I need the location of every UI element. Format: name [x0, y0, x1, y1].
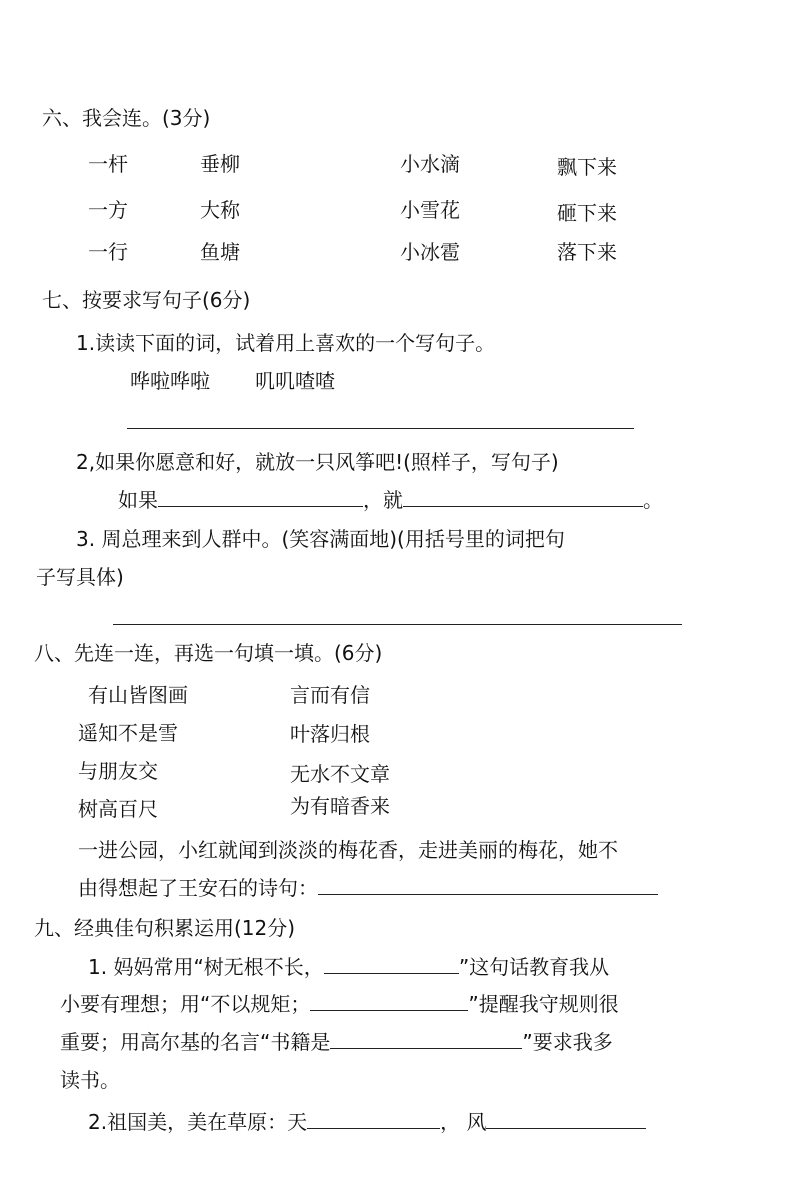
question-text [60, 992, 619, 1016]
question-part: 小要有理想；用“不以规矩； [60, 992, 311, 1016]
answer-blank[interactable] [324, 955, 459, 974]
match-item: 垂柳 [200, 152, 240, 176]
poem-line: 无水不文章 [290, 762, 390, 786]
question-part: ”这句话教育我从 [458, 955, 610, 979]
question-part: 2.祖国美，美在草原：天 [88, 1110, 308, 1134]
poem-line: 言而有信 [290, 683, 370, 707]
match-item: 砸下来 [557, 201, 617, 225]
question-text: 2,如果你愿意和好，就放一只风筝吧!(照样子，写句子) [76, 450, 559, 474]
answer-line[interactable] [127, 428, 634, 429]
answer-blank[interactable] [307, 1110, 440, 1129]
poem-line: 树高百尺 [78, 797, 158, 821]
question-text [60, 1030, 613, 1054]
question-part: ， 风 [440, 1110, 487, 1134]
question-text [88, 1110, 646, 1134]
answer-blank[interactable] [330, 1030, 522, 1049]
pattern-prefix: 如果 [118, 488, 158, 512]
question-text [88, 955, 609, 979]
paragraph-text [78, 876, 658, 900]
answer-line[interactable] [113, 624, 682, 625]
match-item: 一杆 [88, 152, 128, 176]
paragraph-text-end: 由得想起了王安石的诗句： [78, 876, 318, 900]
match-item: 鱼塘 [200, 240, 240, 264]
word-option: 叽叽喳喳 [255, 369, 335, 393]
pattern-sentence [118, 488, 663, 512]
question-text: 1.读读下面的词，试着用上喜欢的一个写句子。 [76, 331, 496, 355]
paragraph-text: 一进公园，小红就闻到淡淡的梅花香，走进美丽的梅花，她不 [78, 838, 618, 862]
match-item: 大称 [200, 198, 240, 222]
question-text: 子写具体) [36, 565, 124, 589]
poem-line: 叶落归根 [290, 722, 370, 746]
match-item: 小水滴 [400, 152, 460, 176]
question-part: 1. 妈妈常用“树无根不长， [88, 955, 324, 979]
match-item: 落下来 [557, 240, 617, 264]
section-8-title: 八、先连一连，再选一句填一填。(6分) [34, 641, 383, 665]
match-item: 一方 [88, 198, 128, 222]
answer-blank[interactable] [403, 488, 643, 507]
answer-blank[interactable] [486, 1110, 646, 1129]
answer-blank[interactable] [310, 992, 468, 1011]
match-item: 小冰雹 [400, 240, 460, 264]
question-text: 读书。 [60, 1068, 120, 1092]
question-text: 3. 周总理来到人群中。(笑容满面地)(用括号里的词把句 [76, 527, 565, 551]
section-9-title: 九、经典佳句积累运用(12分) [34, 916, 296, 940]
answer-blank[interactable] [158, 488, 363, 507]
pattern-mid: ，就 [363, 488, 403, 512]
answer-blank[interactable] [318, 876, 658, 895]
word-option: 哗啦哗啦 [130, 369, 210, 393]
section-7-title: 七、按要求写句子(6分) [42, 288, 251, 312]
match-item: 飘下来 [557, 155, 617, 179]
match-item: 小雪花 [400, 198, 460, 222]
poem-line: 为有暗香来 [290, 794, 390, 818]
question-part: ”要求我多 [522, 1030, 613, 1054]
match-item: 一行 [88, 240, 128, 264]
section-6-title: 六、我会连。(3分) [42, 106, 211, 130]
question-part: ”提醒我守规则很 [468, 992, 619, 1016]
pattern-end: 。 [643, 488, 663, 512]
poem-line: 与朋友交 [78, 759, 158, 783]
poem-line: 遥知不是雪 [78, 721, 178, 745]
question-part: 重要；用高尔基的名言“书籍是 [60, 1030, 331, 1054]
poem-line: 有山皆图画 [88, 683, 188, 707]
